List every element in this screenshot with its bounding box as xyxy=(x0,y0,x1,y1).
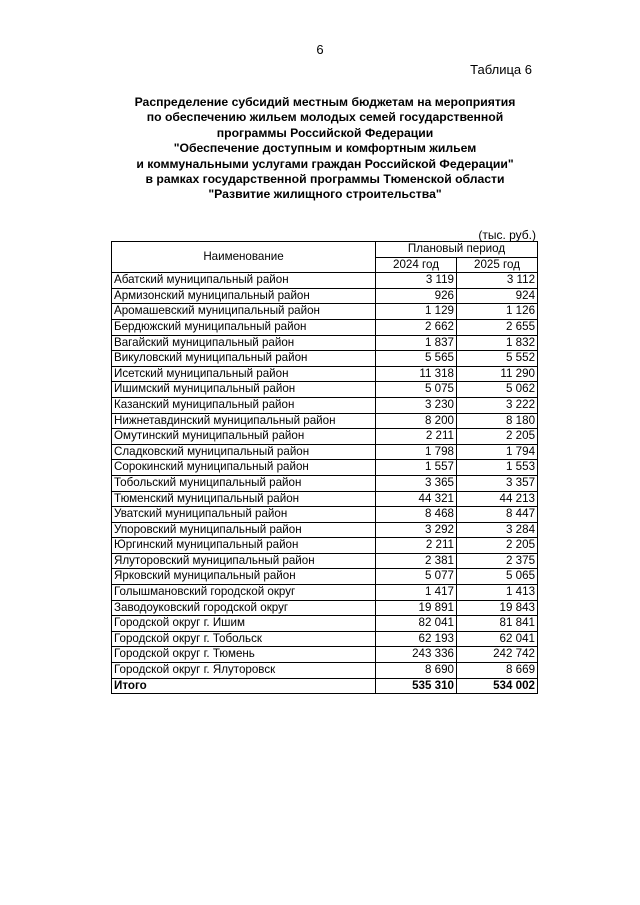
table-row xyxy=(112,366,538,382)
row-value-2025: 8 669 xyxy=(457,663,538,679)
row-name: Армизонский муниципальный район xyxy=(112,288,376,304)
row-value-2025: 242 742 xyxy=(457,647,538,663)
table-row xyxy=(112,273,538,289)
row-value-2025: 19 843 xyxy=(457,600,538,616)
row-value-2024: 2 211 xyxy=(376,538,457,554)
row-name: Юргинский муниципальный район xyxy=(112,538,376,554)
row-value-2025: 1 413 xyxy=(457,585,538,601)
row-value-2024: 2 381 xyxy=(376,553,457,569)
table-row xyxy=(112,600,538,616)
table-row xyxy=(112,585,538,601)
row-value-2025: 2 205 xyxy=(457,429,538,445)
row-value-2025: 924 xyxy=(457,288,538,304)
header-year-2025: 2025 год xyxy=(457,257,538,273)
header-period: Плановый период xyxy=(376,242,538,258)
row-value-2024: 1 798 xyxy=(376,444,457,460)
row-value-2024: 926 xyxy=(376,288,457,304)
row-value-2024: 1 837 xyxy=(376,335,457,351)
table-row xyxy=(112,553,538,569)
row-value-2024: 8 200 xyxy=(376,413,457,429)
row-name: Бердюжский муниципальный район xyxy=(112,319,376,335)
row-value-2024: 2 662 xyxy=(376,319,457,335)
table-row xyxy=(112,444,538,460)
row-name: Аромашевский муниципальный район xyxy=(112,304,376,320)
row-name: Упоровский муниципальный район xyxy=(112,522,376,538)
row-value-2024: 2 211 xyxy=(376,429,457,445)
row-value-2025: 44 213 xyxy=(457,491,538,507)
page-number: 6 xyxy=(316,42,324,57)
row-value-2024: 3 292 xyxy=(376,522,457,538)
table-row xyxy=(112,475,538,491)
table-row xyxy=(112,569,538,585)
row-name: Уватский муниципальный район xyxy=(112,507,376,523)
row-value-2025: 1 832 xyxy=(457,335,538,351)
row-value-2024: 5 075 xyxy=(376,382,457,398)
row-value-2025: 5 552 xyxy=(457,351,538,367)
row-value-2025: 1 794 xyxy=(457,444,538,460)
row-value-2024: 3 119 xyxy=(376,273,457,289)
title-line: программы Российской Федерации xyxy=(216,125,434,140)
row-name: Казанский муниципальный район xyxy=(112,397,376,413)
total-value-2025: 534 002 xyxy=(457,678,538,694)
table-row xyxy=(112,491,538,507)
row-value-2025: 2 655 xyxy=(457,319,538,335)
row-value-2024: 5 077 xyxy=(376,569,457,585)
row-name: Вагайский муниципальный район xyxy=(112,335,376,351)
row-name: Омутинский муниципальный район xyxy=(112,429,376,445)
table-row xyxy=(112,429,538,445)
row-value-2024: 82 041 xyxy=(376,616,457,632)
row-value-2024: 8 690 xyxy=(376,663,457,679)
row-value-2024: 3 365 xyxy=(376,475,457,491)
row-value-2024: 19 891 xyxy=(376,600,457,616)
title-line: и коммунальными услугами граждан Российской Федерации" xyxy=(136,156,514,171)
total-value-2024: 535 310 xyxy=(376,678,457,694)
subsidy-table xyxy=(111,241,538,694)
row-name: Городской округ г. Ишим xyxy=(112,616,376,632)
row-value-2025: 5 062 xyxy=(457,382,538,398)
table-row xyxy=(112,335,538,351)
row-name: Тюменский муниципальный район xyxy=(112,491,376,507)
row-value-2024: 5 565 xyxy=(376,351,457,367)
header-year-2024: 2024 год xyxy=(376,257,457,273)
row-value-2025: 8 180 xyxy=(457,413,538,429)
table-row xyxy=(112,507,538,523)
row-value-2024: 11 318 xyxy=(376,366,457,382)
row-name: Голышмановский городской округ xyxy=(112,585,376,601)
row-value-2025: 3 112 xyxy=(457,273,538,289)
title-line: в рамках государственной программы Тюменской области xyxy=(145,172,505,187)
row-name: Городской округ г. Тюмень xyxy=(112,647,376,663)
units-label: (тыс. руб.) xyxy=(478,228,536,242)
row-name: Ялуторовский муниципальный район xyxy=(112,553,376,569)
row-value-2024: 1 129 xyxy=(376,304,457,320)
table-row xyxy=(112,616,538,632)
row-name: Викуловский муниципальный район xyxy=(112,351,376,367)
row-value-2025: 2 205 xyxy=(457,538,538,554)
row-name: Городской округ г. Ялуторовск xyxy=(112,663,376,679)
row-value-2025: 3 284 xyxy=(457,522,538,538)
row-value-2025: 1 126 xyxy=(457,304,538,320)
row-name: Городской округ г. Тобольск xyxy=(112,631,376,647)
row-name: Ишимский муниципальный район xyxy=(112,382,376,398)
table-row xyxy=(112,304,538,320)
table-row xyxy=(112,413,538,429)
row-value-2025: 1 553 xyxy=(457,460,538,476)
row-value-2024: 44 321 xyxy=(376,491,457,507)
row-name: Сорокинский муниципальный район xyxy=(112,460,376,476)
table-row xyxy=(112,460,538,476)
total-row xyxy=(112,678,538,694)
row-name: Заводоуковский городской округ xyxy=(112,600,376,616)
table-row xyxy=(112,538,538,554)
row-value-2025: 11 290 xyxy=(457,366,538,382)
row-name: Ярковский муниципальный район xyxy=(112,569,376,585)
row-value-2024: 62 193 xyxy=(376,631,457,647)
row-value-2025: 3 357 xyxy=(457,475,538,491)
table-row xyxy=(112,663,538,679)
table-row xyxy=(112,382,538,398)
row-value-2025: 5 065 xyxy=(457,569,538,585)
title-line: Распределение субсидий местным бюджетам на мероприятия xyxy=(134,95,516,109)
table-row xyxy=(112,631,538,647)
title-line: "Обеспечение доступным и комфортным жильем xyxy=(173,141,477,156)
title-line: "Развитие жилищного строительства" xyxy=(208,187,442,202)
table-label: Таблица 6 xyxy=(470,62,532,77)
row-name: Сладковский муниципальный район xyxy=(112,444,376,460)
row-value-2025: 3 222 xyxy=(457,397,538,413)
row-value-2024: 8 468 xyxy=(376,507,457,523)
table-row xyxy=(112,351,538,367)
row-value-2025: 81 841 xyxy=(457,616,538,632)
row-value-2025: 2 375 xyxy=(457,553,538,569)
row-name: Исетский муниципальный район xyxy=(112,366,376,382)
table-row xyxy=(112,647,538,663)
header-name: Наименование xyxy=(112,242,376,273)
row-value-2024: 243 336 xyxy=(376,647,457,663)
table-body xyxy=(112,273,538,694)
document-title xyxy=(110,95,540,203)
row-name: Абатский муниципальный район xyxy=(112,273,376,289)
row-value-2024: 3 230 xyxy=(376,397,457,413)
title-line: по обеспечению жильем молодых семей государственной xyxy=(146,110,504,125)
total-label: Итого xyxy=(112,678,376,694)
row-value-2024: 1 557 xyxy=(376,460,457,476)
row-value-2024: 1 417 xyxy=(376,585,457,601)
table-row xyxy=(112,522,538,538)
row-name: Нижнетавдинский муниципальный район xyxy=(112,413,376,429)
table-row xyxy=(112,288,538,304)
row-value-2025: 8 447 xyxy=(457,507,538,523)
row-name: Тобольский муниципальный район xyxy=(112,475,376,491)
row-value-2025: 62 041 xyxy=(457,631,538,647)
table-row xyxy=(112,319,538,335)
table-row xyxy=(112,397,538,413)
